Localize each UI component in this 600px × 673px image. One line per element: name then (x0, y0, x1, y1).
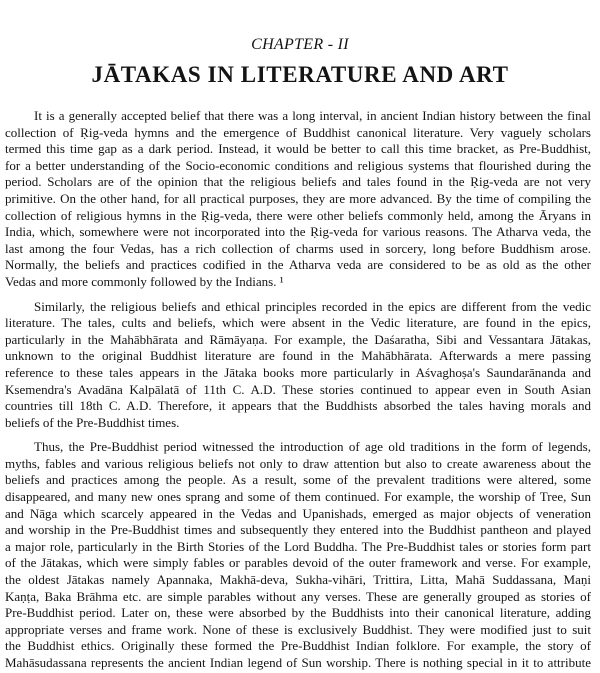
body-text (0, 108, 600, 672)
text-line: myths, fables and various religious beliefs not only to draw attention but also to create awareness about the (5, 455, 591, 471)
paragraph (0, 299, 600, 432)
text-line: last among the four Vedas, has a rich collection of charms used in sorcery, long before Buddhism arose. (5, 240, 591, 256)
text-line: period. Scholars are of the opinion that the religious beliefs and tales found in the Ṛig-veda are not very (5, 174, 591, 190)
text-line: Ksemendra's Avadāna Kalpālatā of 11th C. A.D. These stories continued to appear even in South Asian (5, 381, 591, 397)
text-line: literature. The tales, cults and beliefs, which were absent in the Vedic literature, are found in the epics, (5, 315, 591, 331)
text-line: and worship in the Pre-Buddhist times and subsequently they entered into the Buddhist pantheon and played (5, 522, 591, 538)
text-line: Kaṇṭa, Baka Brāhma etc. are simple parables without any verses. These are generally grouped as stories of (5, 588, 591, 604)
paragraph (0, 108, 600, 291)
text-line: particularly in the Mahābhārata and Rāmāyaṇa. For example, the Daśaratha, Sibi and Vessantara Jātakas, (5, 331, 591, 347)
text-line: the oldest Jātakas namely Apannaka, Makhā-deva, Sukha-vihāri, Trittira, Litta, Mahā Suddassana, Maṇi (5, 572, 591, 588)
text-line: appropriate verses and frame work. None of these is exclusively Buddhist. They were modified just to suit (5, 621, 591, 637)
text-line: It is a generally accepted belief that there was a long interval, in ancient Indian history between the final (34, 108, 591, 123)
text-line: beliefs and practices among the people. As a result, some of the prevalent traditions were altered, some (5, 472, 591, 488)
text-line: the Buddhist ethics. Originally these formed the Pre-Buddhist Indian folklore. For example, the story of (5, 638, 591, 654)
text-line: collection of religious hymns in the Ṛig-veda, there were other beliefs commonly held, among the Āryans in (5, 207, 591, 223)
text-line: Normally, the beliefs and practices codified in the Atharva veda are considered to be as old as the other (5, 257, 591, 273)
text-line: termed this time gap as a dark period. Instead, it would be better to call this time bracket, as Pre-Buddhist, (5, 141, 591, 157)
text-line: of the Jātakas, which were simply fables or parables devoid of the outer framework and verse. For example, (5, 555, 591, 571)
text-line: primitive. On the other hand, for all practical purposes, they are more advanced. By the time of compiling the (5, 190, 591, 206)
text-line: disappeared, and many new ones sprang and some of them continued. For example, the worship of Tree, Sun (5, 489, 591, 505)
text-line: countries till 18th C. A.D. Therefore, it appears that the Buddhists absorbed the tales having morals and (5, 398, 591, 414)
chapter-title: JĀTAKAS IN LITERATURE AND ART (91, 62, 509, 87)
chapter-label: CHAPTER - II (251, 36, 349, 53)
text-line: and Nāga which scarcely appeared in the Vedas and Upanishads, emerged as major objects of veneration (5, 505, 591, 521)
text-line: Vedas and more commonly followed by the Indians. ¹ (5, 273, 284, 289)
text-line: Similarly, the religious beliefs and ethical principles recorded in the epics are different from the vedic (34, 298, 591, 314)
text-line: Mahāsudassana represents the ancient Indian legend of Sun worship. There is nothing special in it to attribute (5, 655, 591, 670)
paragraph (0, 439, 600, 671)
text-line: beliefs of the Pre-Buddhist times. (5, 414, 180, 430)
text-line: India, which, somewhere were not incorporated into the Ṛig-veda for various reasons. The Atharva veda, the (5, 224, 591, 240)
text-line: reference to these tales appears in the Jātaka books more particularly in Aśvaghoṣa's Saundarānanda and (5, 364, 591, 380)
text-line: a major role, particularly in the Birth Stories of the Lord Buddha. The Pre-Buddhist tales or stories form part (5, 538, 591, 554)
text-line: collection of Ṛig-veda hymns and the emergence of Buddhist canonical literature. Very vaguely scholars (5, 124, 591, 140)
text-line: unknown to the original Buddhist literature are found in the Mahābhārata. Afterwards a mere passing (5, 348, 591, 364)
paragraph-gap (0, 431, 600, 439)
text-line: for a better understanding of the Socio-economic conditions and religious systems that flourished during the (5, 157, 591, 173)
text-line: Thus, the Pre-Buddhist period witnessed the introduction of age old traditions in the form of legends, (34, 439, 591, 455)
paragraph-gap (0, 291, 600, 299)
text-line: Pre-Buddhist period. Later on, these were absorbed by the Buddhists into their canonical literature, adding (5, 605, 591, 621)
